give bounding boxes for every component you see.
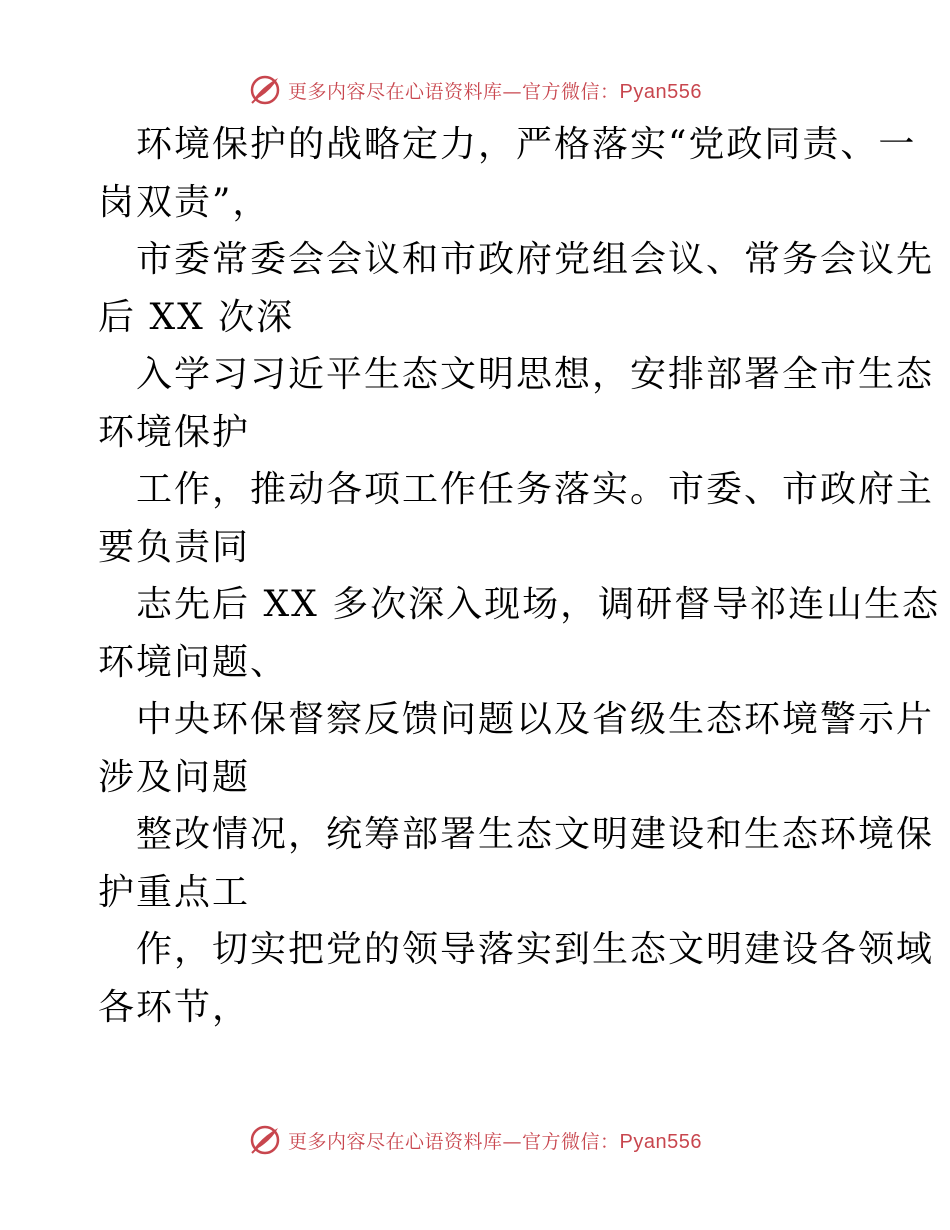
text-line: 环境保护的战略定力，严格落实“党政同责、一 [136,124,917,165]
watermark-text: 更多内容尽在心语资料库—官方微信：Pyan556 [288,1130,702,1153]
feather-logo-icon [248,73,282,107]
text-line: 护重点工 [98,871,251,913]
text-line: 志先后 XX 多次深入现场，调研督导祁连山生态 [136,584,941,625]
text-line: 入学习习近平生态文明思想，安排部署全市生态 [136,354,935,395]
text-line: 后 XX 次深 [98,296,295,338]
footer-watermark [0,1120,950,1160]
text-line: 要负责同 [98,526,251,568]
text-line: 市委常委会会议和市政府党组会议、常务会议先 [136,239,935,280]
text-line: 中央环保督察反馈问题以及省级生态环境警示片 [136,699,935,740]
feather-logo-icon [248,1123,282,1157]
watermark-text: 更多内容尽在心语资料库—官方微信：Pyan556 [288,80,702,103]
text-line: 作，切实把党的领导落实到生态文明建设各领域 [136,929,935,970]
text-line: 各环节， [98,986,251,1028]
text-line: 环境问题、 [98,641,289,683]
text-line: 环境保护 [98,411,251,453]
text-line: 涉及问题 [98,756,251,798]
text-line: 整改情况，统筹部署生态文明建设和生态环境保 [136,814,935,855]
text-line: 工作，推动各项工作任务落实。市委、市政府主 [136,469,935,510]
text-line: 岗双责”， [98,181,271,223]
header-watermark [0,70,950,110]
document-body [98,116,941,1036]
